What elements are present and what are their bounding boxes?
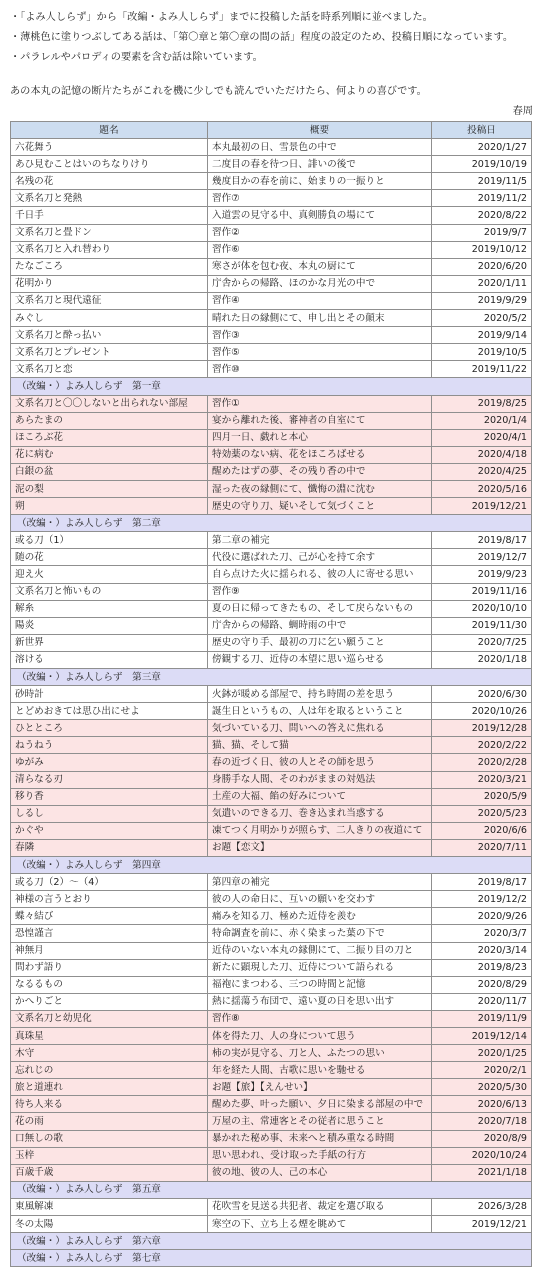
cell-date: 2019/10/12 (432, 241, 532, 258)
cell-date: 2019/11/22 (432, 361, 532, 378)
chapter-label: （改編・）よみ人しらず 第五章 (11, 1181, 532, 1198)
table-row (11, 993, 532, 1010)
cell-title: 花明かり (11, 275, 208, 292)
table-row (11, 788, 532, 805)
cell-date: 2020/7/18 (432, 1113, 532, 1130)
intro-text (10, 8, 533, 122)
table-row (11, 805, 532, 822)
cell-title: みぐし (11, 310, 208, 327)
table-row (11, 839, 532, 856)
table-row (11, 1147, 532, 1164)
cell-title: ゆがみ (11, 754, 208, 771)
chapter-label: （改編・）よみ人しらず 第一章 (11, 378, 532, 395)
table-row (11, 1113, 532, 1130)
table-row (11, 1010, 532, 1027)
table-row (11, 258, 532, 275)
table-row (11, 600, 532, 617)
table-row (11, 1027, 532, 1044)
table-row (11, 634, 532, 651)
table-row (11, 771, 532, 788)
cell-title: 百歳千歳 (11, 1164, 208, 1181)
cell-summary: 第四章の補完 (208, 874, 432, 891)
cell-date: 2019/8/17 (432, 532, 532, 549)
cell-title: 砂時計 (11, 686, 208, 703)
table-row (11, 959, 532, 976)
table-row (11, 412, 532, 429)
chapter-row (11, 857, 532, 874)
table-row (11, 1096, 532, 1113)
cell-date: 2019/9/14 (432, 327, 532, 344)
cell-title: 朔 (11, 498, 208, 515)
cell-title: 玉梓 (11, 1147, 208, 1164)
table-row (11, 686, 532, 703)
cell-title: かへりごと (11, 993, 208, 1010)
cell-summary: 特命調査を前に、赤く染まった葉の下で (208, 925, 432, 942)
cell-date: 2020/11/7 (432, 993, 532, 1010)
cell-title: ひとところ (11, 720, 208, 737)
cell-date: 2019/12/28 (432, 720, 532, 737)
author-signature: 春周 (512, 106, 533, 117)
cell-title: なるるもの (11, 976, 208, 993)
cell-title: 忘れじの (11, 1062, 208, 1079)
cell-date: 2019/9/23 (432, 566, 532, 583)
table-row (11, 976, 532, 993)
table-row (11, 703, 532, 720)
cell-summary: 特効薬のない病、花をほころばせる (208, 446, 432, 463)
cell-title: 蝶々結び (11, 908, 208, 925)
cell-title: たなごころ (11, 258, 208, 275)
table-row (11, 292, 532, 309)
cell-summary: お題【旅】【えんせい】 (208, 1079, 432, 1096)
cell-summary: 凍てつく月明かりが照らす、二人きりの夜道にて (208, 822, 432, 839)
cell-date: 2020/2/22 (432, 737, 532, 754)
cell-date: 2020/1/25 (432, 1045, 532, 1062)
cell-title: 文系名刀と恋 (11, 361, 208, 378)
cell-summary: 晴れた日の縁側にて、申し出とその顛末 (208, 310, 432, 327)
cell-summary: 熱に揺蕩う布団で、遠い夏の日を思い出す (208, 993, 432, 1010)
cell-title: とどめおきては思ひ出にせよ (11, 703, 208, 720)
table-row (11, 395, 532, 412)
cell-title: 文系名刀と幼児化 (11, 1010, 208, 1027)
cell-title: 陽炎 (11, 617, 208, 634)
cell-title: 文系名刀とプレゼント (11, 344, 208, 361)
cell-date: 2020/8/9 (432, 1130, 532, 1147)
cell-date: 2020/10/24 (432, 1147, 532, 1164)
cell-title: 問わず語り (11, 959, 208, 976)
cell-title: 文系名刀と入れ替わり (11, 241, 208, 258)
cell-title: 移り香 (11, 788, 208, 805)
table-row (11, 1164, 532, 1181)
cell-title: あひ見むことはいのちなりけり (11, 156, 208, 173)
chapter-row (11, 1233, 532, 1250)
cell-date: 2019/11/16 (432, 583, 532, 600)
cell-summary: 新たに顕現した刀、近侍について語られる (208, 959, 432, 976)
table-row (11, 190, 532, 207)
table-row (11, 1216, 532, 1233)
chapter-label: （改編・）よみ人しらず 第七章 (11, 1250, 532, 1267)
cell-summary: 火鉢が暖める部屋で、持ち時間の差を思う (208, 686, 432, 703)
cell-summary: 幾度目かの春を前に、始まりの一振りと (208, 173, 432, 190)
cell-title: 文系名刀と怖いもの (11, 583, 208, 600)
cell-summary: 習作② (208, 224, 432, 241)
cell-date: 2020/4/1 (432, 429, 532, 446)
cell-summary: 身勝手な人間、そのわがままの対処法 (208, 771, 432, 788)
cell-date: 2020/6/13 (432, 1096, 532, 1113)
cell-summary: 年を経た人間、古歌に思いを馳せる (208, 1062, 432, 1079)
cell-title: 文系名刀と酔っ払い (11, 327, 208, 344)
cell-date: 2020/10/10 (432, 600, 532, 617)
cell-summary: 自ら点けた火に揺られる、彼の人に寄せる思い (208, 566, 432, 583)
cell-summary: 近侍のいない本丸の縁側にて、二振り目の刀と (208, 942, 432, 959)
cell-summary: 習作⑧ (208, 1010, 432, 1027)
cell-summary: 庁舎からの帰路、ほのかな月光の中で (208, 275, 432, 292)
table-row (11, 737, 532, 754)
cell-date: 2026/3/28 (432, 1198, 532, 1215)
intro-note-1: ・「よみ人しらず」から「改編・よみ人しらず」までに投稿した話を時系列順に並べました。 (10, 12, 433, 23)
table-row (11, 173, 532, 190)
cell-date: 2020/3/21 (432, 771, 532, 788)
cell-summary: 習作⑦ (208, 190, 432, 207)
cell-date: 2019/11/2 (432, 190, 532, 207)
header-title: 題名 (11, 122, 208, 139)
table-row (11, 429, 532, 446)
cell-title: 白銀の盆 (11, 463, 208, 480)
cell-title: 迎え火 (11, 566, 208, 583)
cell-title: 待ち人来る (11, 1096, 208, 1113)
table-row (11, 1062, 532, 1079)
cell-date: 2019/12/21 (432, 498, 532, 515)
cell-date: 2019/9/7 (432, 224, 532, 241)
table-row (11, 1079, 532, 1096)
cell-date: 2020/6/20 (432, 258, 532, 275)
table-row (11, 327, 532, 344)
cell-summary: お題【恋文】 (208, 839, 432, 856)
cell-date: 2020/8/29 (432, 976, 532, 993)
header-summary: 概要 (208, 122, 432, 139)
chapter-label: （改編・）よみ人しらず 第二章 (11, 515, 532, 532)
cell-summary: 万屋の主、常連客とその従者に思うこと (208, 1113, 432, 1130)
cell-date: 2019/9/29 (432, 292, 532, 309)
cell-summary: 寒さが体を包む夜、本丸の厨にて (208, 258, 432, 275)
table-row (11, 925, 532, 942)
chapter-row (11, 669, 532, 686)
cell-title: 真珠星 (11, 1027, 208, 1044)
cell-date: 2020/4/18 (432, 446, 532, 463)
table-row (11, 207, 532, 224)
table-row (11, 1045, 532, 1062)
cell-date: 2020/3/7 (432, 925, 532, 942)
cell-date: 2020/1/18 (432, 651, 532, 668)
cell-summary: 痛みを知る刀、極めた近侍を羨む (208, 908, 432, 925)
cell-summary: 習作① (208, 395, 432, 412)
cell-summary: 習作⑩ (208, 361, 432, 378)
table-row (11, 344, 532, 361)
cell-title: 或る刀（1） (11, 532, 208, 549)
cell-summary: 花吹雪を見送る共犯者、裁定を選び取る (208, 1198, 432, 1215)
cell-title: 旅と道連れ (11, 1079, 208, 1096)
cell-date: 2020/2/28 (432, 754, 532, 771)
cell-date: 2020/1/11 (432, 275, 532, 292)
table-row (11, 361, 532, 378)
cell-summary: 寒空の下、立ち上る煙を眺めて (208, 1216, 432, 1233)
cell-summary: 体を得た刀、人の身について思う (208, 1027, 432, 1044)
cell-title: 名残の花 (11, 173, 208, 190)
cell-date: 2019/8/25 (432, 395, 532, 412)
table-row (11, 908, 532, 925)
cell-summary: 第二章の補完 (208, 532, 432, 549)
cell-title: 文系名刀と現代遠征 (11, 292, 208, 309)
cell-date: 2020/2/1 (432, 1062, 532, 1079)
cell-date: 2020/5/16 (432, 480, 532, 497)
table-row (11, 275, 532, 292)
table-row (11, 446, 532, 463)
cell-title: 或る刀（2）～（4） (11, 874, 208, 891)
cell-title: 花に病む (11, 446, 208, 463)
cell-date: 2020/8/22 (432, 207, 532, 224)
table-row (11, 1198, 532, 1215)
table-row (11, 822, 532, 839)
cell-date: 2019/12/2 (432, 891, 532, 908)
cell-summary: 醒めた夢、叶った願い、夕日に染まる部屋の中で (208, 1096, 432, 1113)
post-list-table (10, 121, 532, 1267)
table-row (11, 480, 532, 497)
cell-date: 2019/11/9 (432, 1010, 532, 1027)
cell-date: 2020/5/9 (432, 788, 532, 805)
table-row (11, 156, 532, 173)
cell-summary: 気遣いのできる刀、巻き込まれ当惑する (208, 805, 432, 822)
table-body (11, 139, 532, 1267)
header-date: 投稿日 (432, 122, 532, 139)
cell-summary: 彼の地、彼の人、己の本心 (208, 1164, 432, 1181)
cell-title: あらたまの (11, 412, 208, 429)
cell-title: 解糸 (11, 600, 208, 617)
cell-date: 2019/12/7 (432, 549, 532, 566)
cell-summary: 宴から離れた後、審神者の自室にて (208, 412, 432, 429)
cell-title: 溶ける (11, 651, 208, 668)
cell-title: 文系名刀と発熱 (11, 190, 208, 207)
cell-summary: 誕生日というもの、人は年を取るということ (208, 703, 432, 720)
intro-message: あの本丸の記憶の断片たちがこれを機に少しでも読んでいただけたら、何よりの喜びです。 (10, 86, 427, 97)
table-row (11, 942, 532, 959)
cell-title: 花の雨 (11, 1113, 208, 1130)
cell-summary: 入道雲の見守る中、真剣勝負の場にて (208, 207, 432, 224)
cell-date: 2020/3/14 (432, 942, 532, 959)
intro-note-3: ・パラレルやパロディの要素を含む話は除いています。 (10, 52, 263, 63)
cell-summary: 習作④ (208, 292, 432, 309)
cell-title: 文系名刀と畳ドン (11, 224, 208, 241)
cell-summary: 暴かれた秘め事、未来へと積み重なる時間 (208, 1130, 432, 1147)
cell-date: 2020/5/30 (432, 1079, 532, 1096)
cell-summary: 四月一日、戯れと本心 (208, 429, 432, 446)
table-row (11, 463, 532, 480)
chapter-row (11, 1250, 532, 1267)
cell-date: 2019/11/30 (432, 617, 532, 634)
cell-title: 文系名刀と〇〇しないと出られない部屋 (11, 395, 208, 412)
chapter-label: （改編・）よみ人しらず 第六章 (11, 1233, 532, 1250)
cell-title: 新世界 (11, 634, 208, 651)
cell-summary: 思い思われ、受け取った手紙の行方 (208, 1147, 432, 1164)
cell-summary: 習作⑥ (208, 241, 432, 258)
table-row (11, 566, 532, 583)
table-row (11, 754, 532, 771)
cell-title: 六花舞う (11, 139, 208, 156)
cell-date: 2020/7/11 (432, 839, 532, 856)
cell-summary: 本丸最初の日、雪景色の中で (208, 139, 432, 156)
table-row (11, 651, 532, 668)
cell-summary: 歴史の守り手、最初の刀に乞い願うこと (208, 634, 432, 651)
cell-date: 2019/12/14 (432, 1027, 532, 1044)
table-header-row (11, 122, 532, 139)
cell-summary: 湿った夜の縁側にて、懺悔の淵に沈む (208, 480, 432, 497)
chapter-row (11, 515, 532, 532)
cell-date: 2020/1/27 (432, 139, 532, 156)
cell-title: 木守 (11, 1045, 208, 1062)
chapter-label: （改編・）よみ人しらず 第四章 (11, 857, 532, 874)
table-row (11, 720, 532, 737)
cell-title: 神無月 (11, 942, 208, 959)
cell-summary: 代役に選ばれた刀、己が心を持て余す (208, 549, 432, 566)
cell-title: 春隣 (11, 839, 208, 856)
cell-title: 口無しの歌 (11, 1130, 208, 1147)
chapter-row (11, 1181, 532, 1198)
table-row (11, 891, 532, 908)
cell-summary: 猫、猫、そして猫 (208, 737, 432, 754)
cell-date: 2021/1/18 (432, 1164, 532, 1181)
cell-title: ねうねう (11, 737, 208, 754)
cell-title: 随の花 (11, 549, 208, 566)
cell-date: 2019/10/5 (432, 344, 532, 361)
table-row (11, 139, 532, 156)
cell-summary: 傍観する刀、近侍の本望に思い巡らせる (208, 651, 432, 668)
cell-date: 2019/8/23 (432, 959, 532, 976)
cell-title: かぐや (11, 822, 208, 839)
table-row (11, 1130, 532, 1147)
cell-date: 2019/12/21 (432, 1216, 532, 1233)
cell-summary: 二度目の春を待つ日、誹いの後で (208, 156, 432, 173)
cell-summary: 習作③ (208, 327, 432, 344)
cell-title: しるし (11, 805, 208, 822)
cell-summary: 福袍にまつわる、三つの時間と記憶 (208, 976, 432, 993)
cell-summary: 気づいている刀、問いへの答えに焦れる (208, 720, 432, 737)
cell-date: 2020/4/25 (432, 463, 532, 480)
cell-summary: 習作⑤ (208, 344, 432, 361)
table-row (11, 532, 532, 549)
cell-summary: 習作⑨ (208, 583, 432, 600)
cell-summary: 柿の実が見守る、刀と人、ふたつの思い (208, 1045, 432, 1062)
cell-date: 2020/5/23 (432, 805, 532, 822)
chapter-row (11, 378, 532, 395)
cell-date: 2020/1/4 (432, 412, 532, 429)
cell-summary: 庁舎からの帰路、蜩時雨の中で (208, 617, 432, 634)
cell-title: 神様の言うとおり (11, 891, 208, 908)
cell-summary: 夏の日に帰ってきたもの、そして戻らないもの (208, 600, 432, 617)
cell-date: 2019/11/5 (432, 173, 532, 190)
cell-title: 清らなる刃 (11, 771, 208, 788)
table-row (11, 241, 532, 258)
cell-date: 2020/6/30 (432, 686, 532, 703)
table-row (11, 498, 532, 515)
table-row (11, 549, 532, 566)
cell-date: 2020/6/6 (432, 822, 532, 839)
cell-date: 2019/10/19 (432, 156, 532, 173)
cell-title: 恐惶謹言 (11, 925, 208, 942)
cell-summary: 土産の大福、餡の好みについて (208, 788, 432, 805)
cell-title: 冬の太陽 (11, 1216, 208, 1233)
cell-summary: 彼の人の命日に、互いの願いを交わす (208, 891, 432, 908)
cell-date: 2020/9/26 (432, 908, 532, 925)
table-row (11, 224, 532, 241)
cell-title: 泥の梨 (11, 480, 208, 497)
cell-title: 東風解凍 (11, 1198, 208, 1215)
table-row (11, 874, 532, 891)
intro-note-2: ・薄桃色に塗りつぶしてある話は、「第〇章と第〇章の間の話」程度の設定のため、投稿日順になっています。 (10, 32, 514, 43)
cell-summary: 春の近づく日、彼の人とその師を思う (208, 754, 432, 771)
cell-date: 2020/10/26 (432, 703, 532, 720)
cell-date: 2020/5/2 (432, 310, 532, 327)
cell-title: 千日手 (11, 207, 208, 224)
table-row (11, 617, 532, 634)
cell-date: 2019/8/17 (432, 874, 532, 891)
cell-summary: 醒めたはずの夢、その残り香の中で (208, 463, 432, 480)
table-row (11, 583, 532, 600)
cell-summary: 歴史の守り刀、疑いそして気づくこと (208, 498, 432, 515)
cell-title: ほころぶ花 (11, 429, 208, 446)
table-row (11, 310, 532, 327)
cell-date: 2020/7/25 (432, 634, 532, 651)
chapter-label: （改編・）よみ人しらず 第三章 (11, 669, 532, 686)
